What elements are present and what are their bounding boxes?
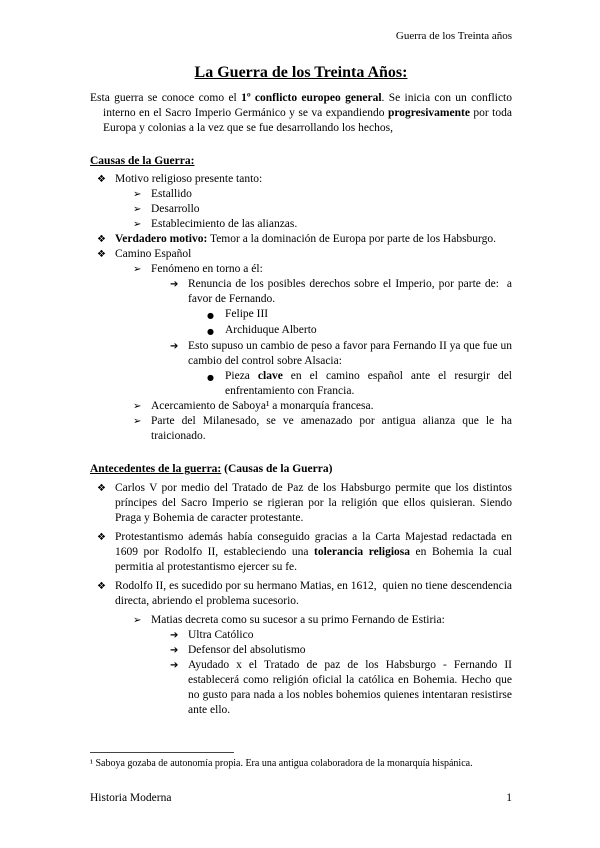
list-item [170, 277, 512, 307]
list-item [133, 187, 512, 202]
doc-title: La Guerra de los Treinta Años: [194, 64, 408, 81]
bullet-diamond-icon: ❖ [97, 581, 106, 592]
footer-course: Historia Moderna [90, 792, 172, 804]
list-item-text: Pieza clave en el camino español ante el resurgir del enfrentamiento con Francia. [225, 370, 512, 397]
list-item-text: Carlos V por medio del Tratado de Paz de los Habsburgo permite que los distintos príncipes del Sacro Imperio se rigieran por la religión que ellos quisieran. Siendo Praga y Bohemia de caracter protestante. [115, 482, 512, 524]
intro-paragraph: Esta guerra se conoce como el 1º conflicto europeo general. Se inicia con un conflicto interno en el Sacro Imperio Germánico y se va expandiendo progresivamente por toda Europa y colonias a la vez que se fue desarrollando los hechos, [90, 92, 512, 134]
bullet-arrow-icon: ➔ [170, 660, 179, 671]
list-item [170, 628, 512, 643]
list-item-text: Parte del Milanesado, se ve amenazado por antigua alianza que le ha traicionado. [151, 415, 512, 442]
bullet-diamond-icon: ❖ [97, 174, 106, 185]
footnote-separator [90, 752, 234, 753]
list-item [133, 217, 512, 232]
bullet-diamond-icon: ❖ [97, 249, 106, 260]
section-heading-antecedentes: Antecedentes de la guerra: (Causas de la Guerra) [90, 463, 333, 475]
bullet-arrowhead-icon: ➢ [133, 264, 142, 275]
list-item-text: Ultra Católico [188, 629, 254, 641]
bullet-arrow-icon: ➔ [170, 645, 179, 656]
header-note: Guerra de los Treinta años [395, 30, 512, 42]
list-item [170, 658, 512, 718]
list-item-text: Establecimiento de las alianzas. [151, 218, 298, 230]
list-item [133, 399, 512, 414]
footer-page-number: 1 [506, 792, 512, 804]
section-heading-causas: Causas de la Guerra: [90, 155, 195, 167]
list-item [207, 323, 512, 339]
list-item-text: Archiduque Alberto [225, 324, 317, 336]
bullet-arrowhead-icon: ➢ [133, 219, 142, 230]
footnote: ¹ Saboya gozaba de autonomía propia. Era una antigua colaboradora de la monarquía hispánica. [90, 758, 473, 769]
list-item-text: Matias decreta como su sucesor a su primo Fernando de Estiria: [151, 614, 445, 626]
bullet-arrowhead-icon: ➢ [133, 615, 142, 626]
bullet-dot-icon: ● [207, 373, 214, 382]
list-item [207, 369, 512, 399]
list-item-text: Felipe III [225, 308, 269, 320]
bullet-arrowhead-icon: ➢ [133, 401, 142, 412]
list-item-text: Protestantismo además había conseguido gracias a la Carta Majestad redactada en 1609 por Rodolfo II, estableciendo una tolerancia religiosa en Bohemia la cual permitia al protestantismo ejercer su fe. [115, 531, 512, 573]
bullet-dot-icon: ● [207, 311, 214, 320]
bullet-arrow-icon: ➔ [170, 630, 179, 641]
list-item [170, 339, 512, 369]
footer [90, 792, 512, 804]
list-item-text: Motivo religioso presente tanto: [115, 173, 263, 185]
list-item-text: Verdadero motivo: Temor a la dominación de Europa por parte de los Habsburgo. [115, 233, 497, 245]
bullet-arrowhead-icon: ➢ [133, 189, 142, 200]
list-item-text: Fenómeno en torno a él: [151, 263, 263, 275]
list-item [133, 414, 512, 444]
list-item [170, 643, 512, 658]
list-item [133, 202, 512, 217]
list-item [97, 232, 512, 247]
list-item-text: Esto supuso un cambio de peso a favor para Fernando II ya que fue un cambio del control sobre Alsacia: [188, 340, 512, 367]
bullet-arrow-icon: ➔ [170, 341, 179, 352]
list-item [97, 579, 512, 609]
bullet-arrowhead-icon: ➢ [133, 204, 142, 215]
bullet-diamond-icon: ❖ [97, 234, 106, 245]
list-item [97, 530, 512, 575]
list-item-text: Acercamiento de Saboya¹ a monarquía francesa. [151, 400, 374, 412]
document-body [90, 91, 512, 718]
list-item [97, 247, 512, 262]
list-item-text: Ayudado x el Tratado de paz de los Habsburgo - Fernando II establecerá como religión oficial la católica en Bohemia. Hecho que no gusto para nada a los nobles bohemios quienes intentaran resistirse ante ello. [188, 659, 512, 716]
list-item-text: Estallido [151, 188, 192, 200]
footnote-area [90, 752, 512, 769]
list-item [133, 262, 512, 277]
bullet-diamond-icon: ❖ [97, 483, 106, 494]
list-item-text: Renuncia de los posibles derechos sobre el Imperio, por parte de: a favor de Fernando. [188, 278, 512, 305]
bullet-arrow-icon: ➔ [170, 279, 179, 290]
list-item-text: Camino Español [115, 248, 192, 260]
list-item [97, 481, 512, 526]
list-item-text: Defensor del absolutismo [188, 644, 306, 656]
list-item [133, 613, 512, 628]
list-item [207, 307, 512, 323]
bullet-dot-icon: ● [207, 327, 214, 336]
list-item [97, 172, 512, 187]
list-item-text: Rodolfo II, es sucedido por su hermano Matias, en 1612, quien no tiene descendencia directa, abriendo el problema sucesorio. [115, 580, 512, 607]
list-item-text: Desarrollo [151, 203, 200, 215]
bullet-arrowhead-icon: ➢ [133, 416, 142, 427]
bullet-diamond-icon: ❖ [97, 532, 106, 543]
